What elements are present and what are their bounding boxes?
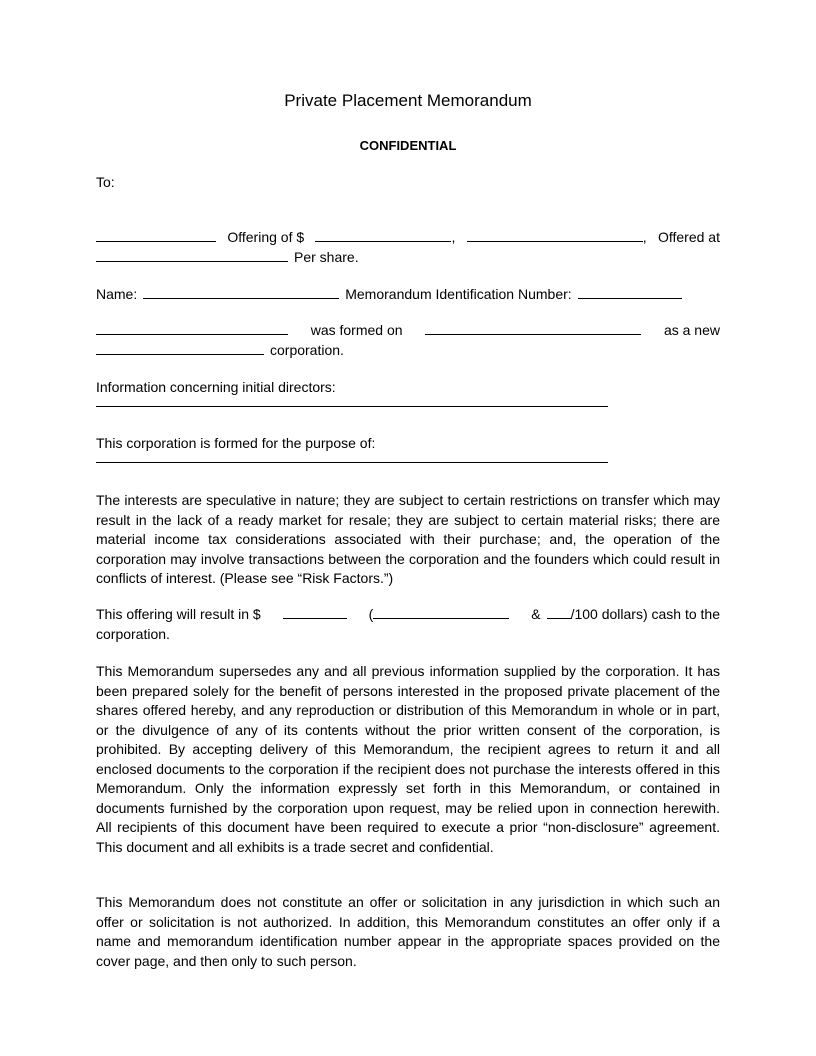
offered-at-label: Offered at xyxy=(657,229,720,245)
corporation-label: corporation. xyxy=(270,341,344,358)
directors-label: Information concerning initial directors: xyxy=(96,379,336,395)
cash-open-paren: ( xyxy=(368,606,374,622)
memo-id-label: Memorandum Identification Number: xyxy=(345,286,572,302)
cash-corporation-label: corporation. xyxy=(96,625,170,642)
name-blank[interactable] xyxy=(143,285,339,299)
interests-paragraph: The interests are speculative in nature; they are subject to certain restrictions on transfer which may result in the lack of a ready market for resale; they are subject to certain material risks; there are material income tax considerations associated with their purchase; and, the operation of the corporation may involve transactions between the corporation and the founders which could result in conflicts of interest. (Please see “Risk Factors.”) xyxy=(96,492,720,586)
offering-comma: , xyxy=(451,229,456,245)
corporation-type-blank[interactable] xyxy=(96,341,264,355)
formed-section xyxy=(96,321,720,360)
offering-amount-blank[interactable] xyxy=(315,228,451,242)
offering-of-label: Offering of $ xyxy=(227,229,305,245)
cash-cents-blank[interactable] xyxy=(547,605,571,619)
purpose-label: This corporation is formed for the purpose of: xyxy=(96,435,376,451)
cash-amount-blank[interactable] xyxy=(283,605,347,619)
formation-date-blank[interactable] xyxy=(425,321,641,335)
name-line xyxy=(96,285,720,305)
purpose-blank[interactable] xyxy=(96,462,608,463)
cash-cents-group xyxy=(531,605,720,625)
offer-paragraph: This Memorandum does not constitute an offer or solicitation in any jurisdiction in which such an offer or solicitation is not authorized. In addition, this Memorandum constitutes an offer only if a name and memorandum identification number appear in the appropriate spaces provided on the cover page, and then only to such person. xyxy=(96,894,720,969)
memo-id-blank[interactable] xyxy=(578,285,682,299)
directors-section xyxy=(96,378,720,407)
price-per-share-blank[interactable] xyxy=(96,248,288,262)
cash-section xyxy=(96,605,720,644)
offering-shares-blank[interactable] xyxy=(467,228,643,242)
cash-words-blank[interactable] xyxy=(373,605,509,619)
offering-comma-2: , xyxy=(642,229,647,245)
formed-line-2 xyxy=(96,341,720,361)
cash-line-2 xyxy=(96,625,720,645)
offering-line-2 xyxy=(96,248,720,268)
cash-line-1 xyxy=(96,605,720,625)
offering-section xyxy=(96,228,720,267)
offering-line-1 xyxy=(96,228,720,248)
cash-ampersand: & xyxy=(531,606,541,622)
name-label: Name: xyxy=(96,286,138,302)
to-label: To: xyxy=(96,174,115,190)
confidential-heading: CONFIDENTIAL xyxy=(359,138,457,153)
purpose-section xyxy=(96,434,720,463)
directors-blank[interactable] xyxy=(96,406,608,407)
per-share-label: Per share. xyxy=(294,248,359,265)
corporation-name-blank[interactable] xyxy=(96,321,288,335)
cash-prefix: This offering will result in $ xyxy=(96,606,261,622)
name-section xyxy=(96,285,720,305)
offering-blank-1[interactable] xyxy=(96,228,216,242)
cash-hundred-dollars: /100 dollars) cash to the xyxy=(570,606,720,622)
supersedes-paragraph: This Memorandum supersedes any and all previous information supplied by the corporation. It has been prepared solely for the benefit of persons interested in the proposed private placement of the shares offered hereby, and any reproduction or distribution of this Memorandum in whole or in part, or the divulgence of any of its contents without the prior written consent of the corporation, is prohibited. By accepting delivery of this Memorandum, the recipient agrees to return it and all enclosed documents to the corporation if the recipient does not purchase the interests offered in this Memorandum. Only the information expressly set forth in this Memorandum, or contained in documents furnished by the corporation upon request, may be relied upon in connection herewith. All recipients of this document have been required to execute a prior “non-disclosure” agreement. This document and all exhibits is a trade secret and confidential. xyxy=(96,663,720,855)
was-formed-on-label: was formed on xyxy=(310,322,403,338)
formed-line-1 xyxy=(96,321,720,341)
offering-amount-group xyxy=(315,228,455,248)
document-title: Private Placement Memorandum xyxy=(284,91,532,110)
as-a-new-label: as a new xyxy=(663,322,720,338)
offering-shares-group xyxy=(467,228,647,248)
cash-words-group xyxy=(369,605,510,625)
